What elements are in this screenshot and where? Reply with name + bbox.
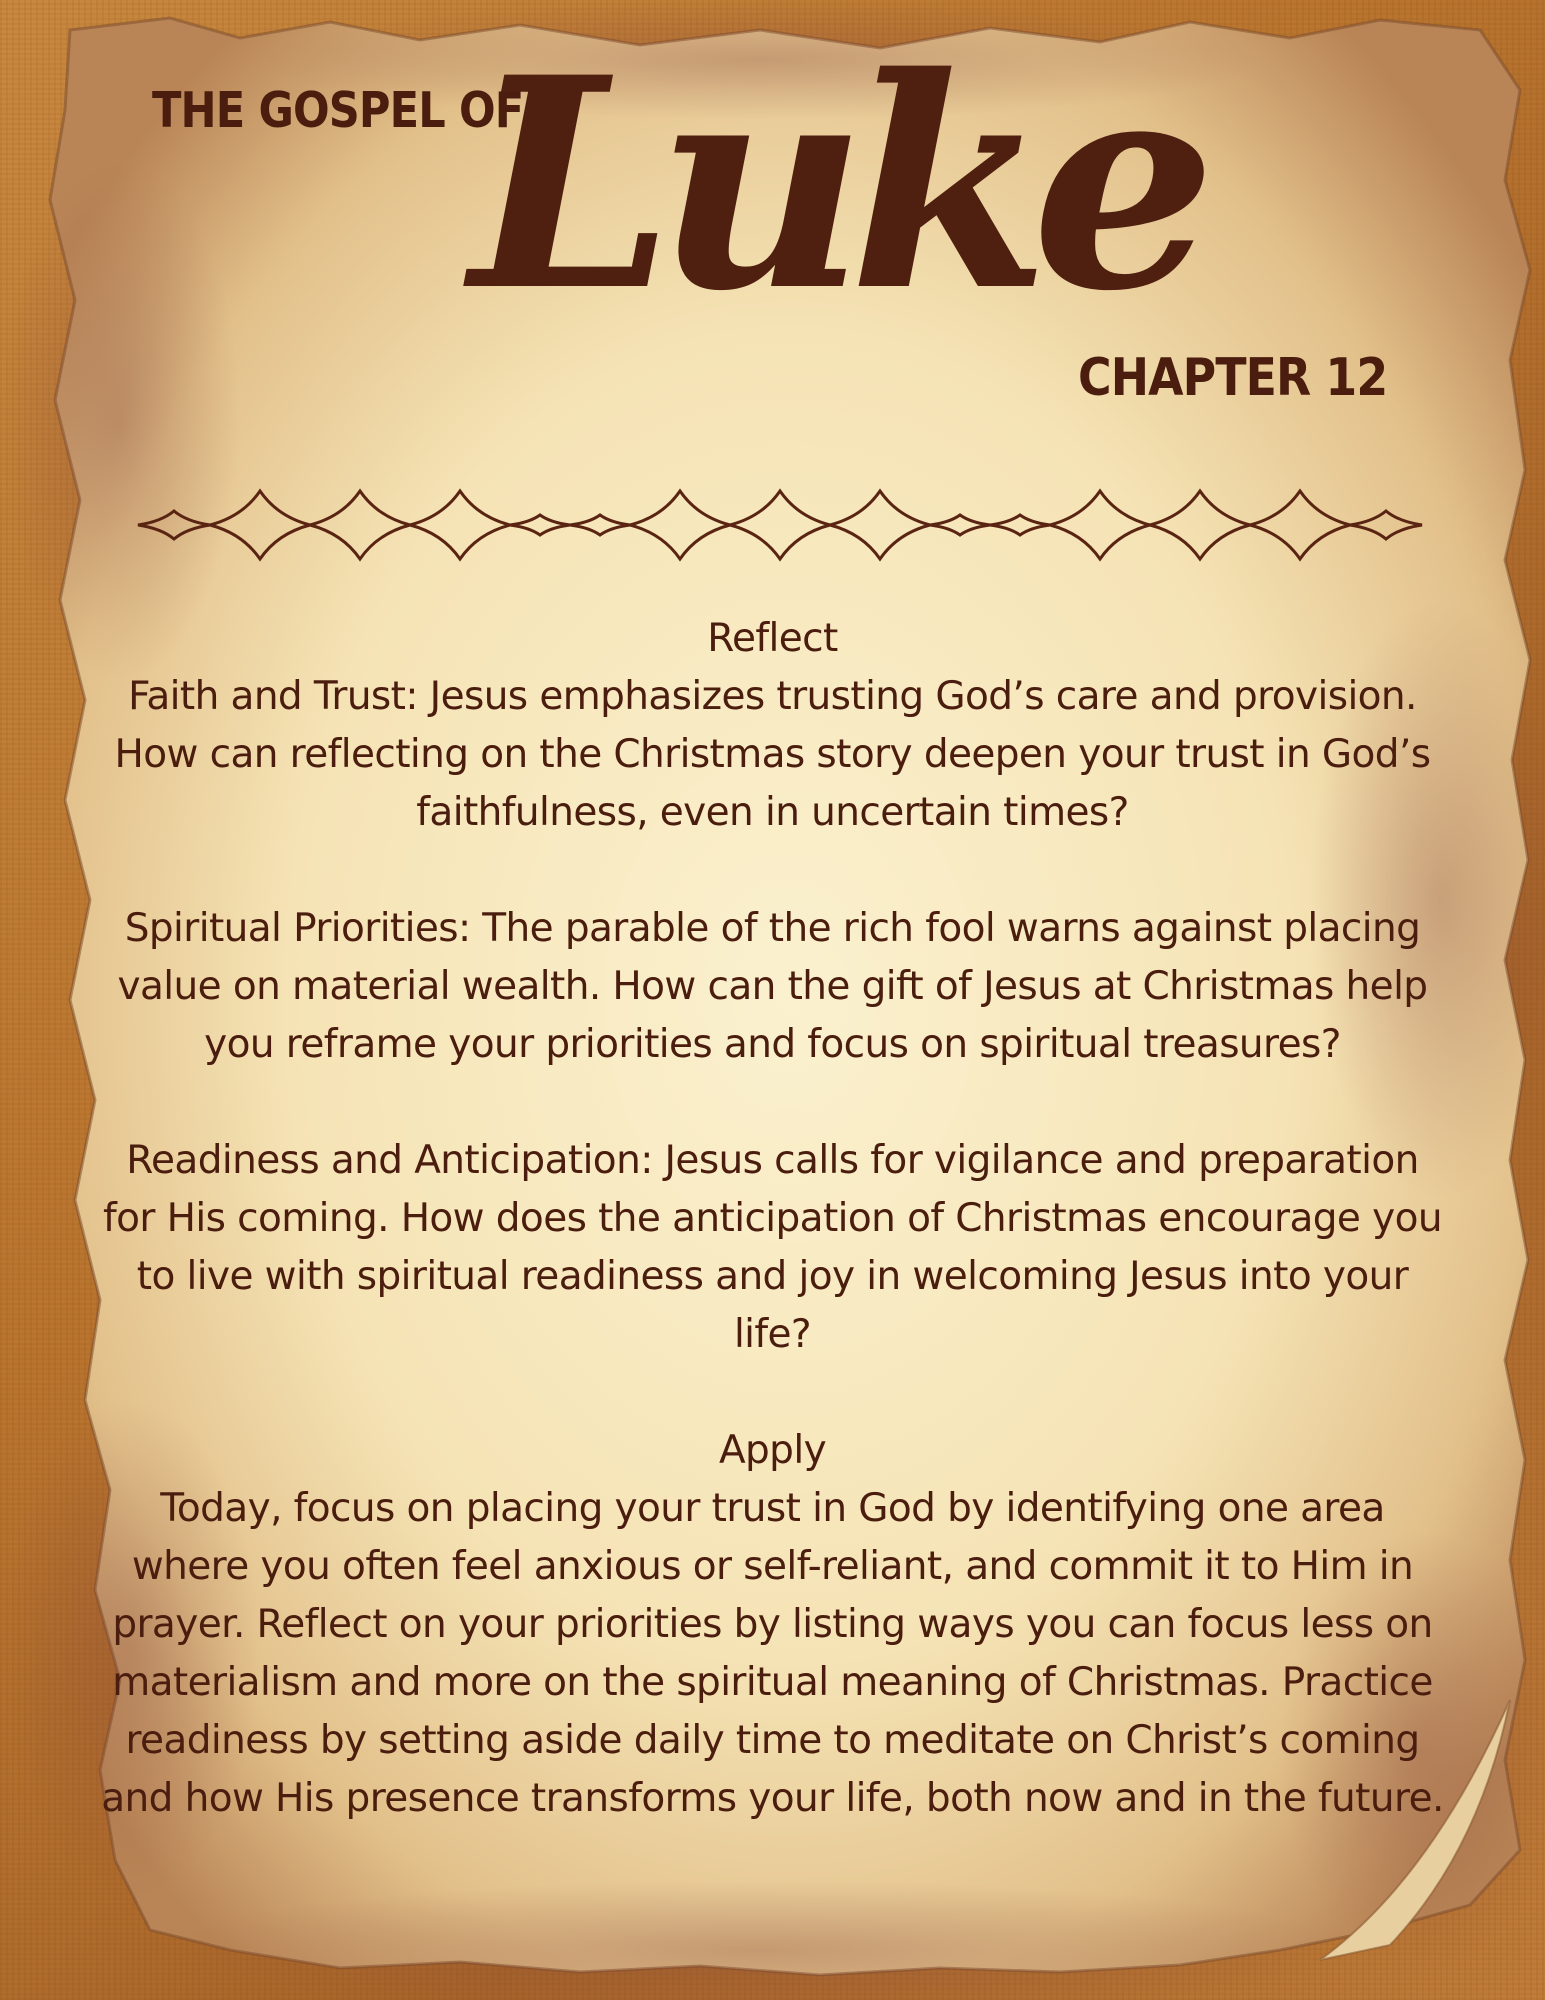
ornament-diamond [930,515,990,535]
chapter-label: CHAPTER 12 [1078,348,1388,408]
reflect-heading: Reflect [707,616,838,661]
text-line: materialism and more on the spiritual meaning of Christmas. Practice [112,1660,1433,1705]
ornament-diamond [1350,511,1422,539]
text-line: you reframe your priorities and focus on spiritual treasures? [204,1022,1341,1067]
ornament-diamond [730,491,830,559]
ornament-diamond [830,491,930,559]
ornament-diamond [990,515,1050,535]
reflect-item-faith [70,668,1475,842]
text-line: Faith and Trust: Jesus emphasizes trusting God’s care and provision. [128,674,1417,719]
reflect-section [70,610,1475,1364]
apply-heading: Apply [718,1428,827,1473]
text-line: value on material wealth. How can the gift of Jesus at Christmas help [117,964,1428,1009]
text-line: to live with spiritual readiness and joy in welcoming Jesus into your [136,1254,1409,1299]
reflect-item-readiness [70,1132,1475,1364]
text-line: Readiness and Anticipation: Jesus calls for vigilance and preparation [126,1138,1419,1183]
ornament-diamond [310,491,410,559]
ornament-diamond [1150,491,1250,559]
ornament-diamond [630,491,730,559]
ornament-diamond [410,491,510,559]
text-line: How can reflecting on the Christmas story deepen your trust in God’s [114,732,1431,777]
text-line: for His coming. How does the anticipation of Christmas encourage you [103,1196,1442,1241]
ornament-diamond [570,515,630,535]
text-line: life? [733,1312,812,1357]
text-line: Spiritual Priorities: The parable of the rich fool warns against placing [124,906,1421,951]
reflect-item-priorities [70,900,1475,1074]
text-line: where you often feel anxious or self-reliant, and commit it to Him in [131,1544,1414,1589]
ornament-diamond [210,491,310,559]
text-line: readiness by setting aside daily time to meditate on Christ’s coming [125,1718,1420,1763]
text-line: prayer. Reflect on your priorities by listing ways you can focus less on [112,1602,1433,1647]
book-title: Luke [470,15,1199,355]
ornament-diamond [1250,491,1350,559]
apply-section [70,1422,1475,1828]
series-title: THE GOSPEL OF [152,82,524,139]
text-line: faithfulness, even in uncertain times? [416,790,1129,835]
text-line: and how His presence transforms your life, both now and in the future. [101,1776,1444,1821]
ornament-diamond [138,511,210,539]
ornament-diamond [1050,491,1150,559]
ornament-divider [100,475,1460,575]
text-line: Today, focus on placing your trust in God by identifying one area [160,1486,1385,1531]
content [70,610,1475,1828]
ornament-diamond [510,515,570,535]
